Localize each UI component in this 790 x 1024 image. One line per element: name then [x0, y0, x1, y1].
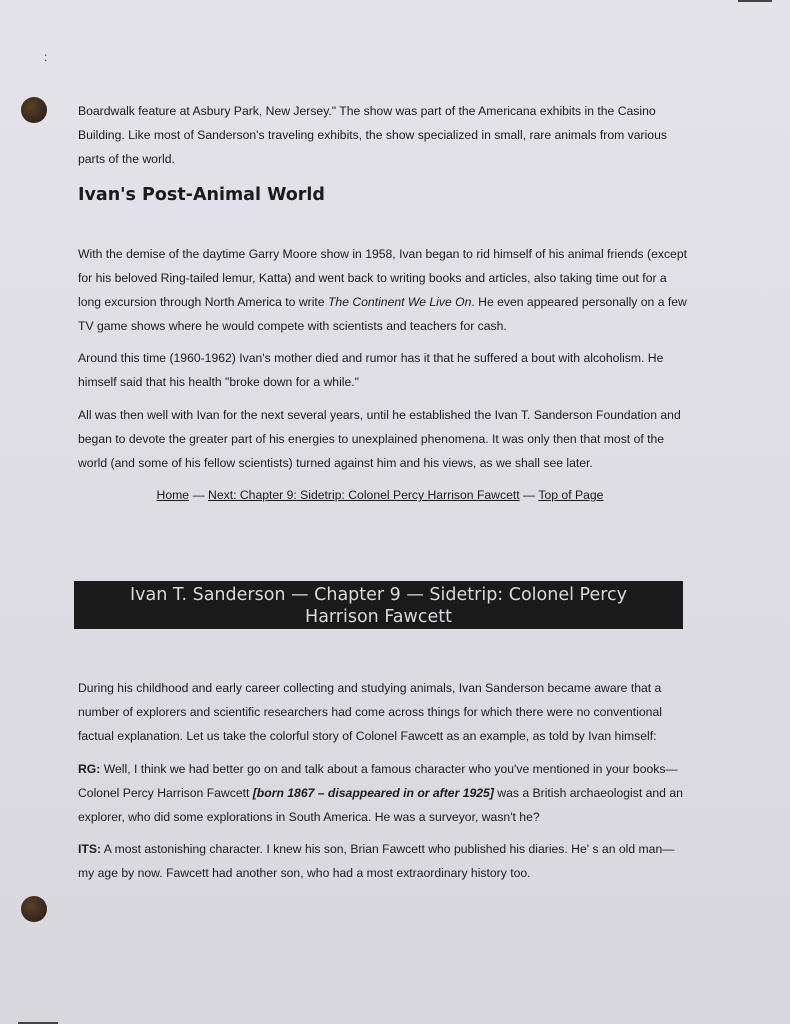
punch-hole-top: [21, 97, 47, 123]
paragraph-post-animal: [78, 242, 688, 338]
section-heading: Ivan's Post-Animal World: [78, 185, 325, 205]
book-title: The Continent We Live On: [327, 295, 472, 309]
p6-text-b: was a British archaeologist and an explorer, who did some explorations in South America. He was a surveyor, wasn't he?: [78, 786, 683, 824]
paragraph-boardwalk: Boardwalk feature at Asbury Park, New Jersey." The show was part of the Americana exhibits in the Casino Building. Like most of Sanderson's traveling exhibits, the show specialized in small, rare animals from various parts of the world.: [78, 104, 667, 166]
chapter-banner: [74, 581, 683, 629]
p2-text-a: With the demise of the daytime Garry Moore show in 1958, Ivan began to rid himself of his animal friends (except for his beloved Ring-tailed lemur, Katta) and went back to writing books and articles, also taking time out for a long excursion through North America to write: [78, 247, 687, 309]
next-chapter-link[interactable]: Next: Chapter 9: Sidetrip: Colonel Percy Harrison Fawcett: [208, 488, 520, 502]
p2-text-b: . He even appeared personally on a few TV game shows where he would compete with scientists and teachers for cash.: [78, 295, 687, 333]
nav-separator: —: [189, 488, 209, 502]
speaker-label: ITS:: [78, 842, 102, 856]
banner-line-1: Ivan T. Sanderson — Chapter 9 — Sidetrip: Colonel Percy: [129, 585, 628, 605]
speaker-label: RG:: [78, 762, 101, 776]
p6-text-a: Well, I think we had better go on and talk about a famous character who you've mentioned in your books—Colonel Percy Harrison Fawcett: [78, 762, 678, 800]
punch-hole-bottom: [21, 896, 47, 922]
paragraph-rg-question: [78, 757, 688, 829]
banner-line-2: Harrison Fawcett: [305, 607, 452, 627]
page-edge-mark: [738, 0, 772, 2]
paragraph-mother: Around this time (1960-1962) Ivan's mother died and rumor has it that he suffered a bout with alcoholism. He himself said that his health "broke down for a while.": [78, 351, 664, 389]
p7-text: A most astonishing character. I knew his son, Brian Fawcett who published his diaries. He' s an old man—my age by now. Fawcett had another son, who had a most extraordinary history too.: [78, 842, 675, 880]
top-of-page-link[interactable]: Top of Page: [538, 488, 604, 502]
date-note: [born 1867 – disappeared in or after 1925]: [252, 786, 494, 800]
paragraph-intro-fawcett: During his childhood and early career collecting and studying animals, Ivan Sanderson became aware that a number of explorers and scientific researchers had come across things for which there were no conventional factual explanation. Let us take the colorful story of Colonel Fawcett as an example, as told by Ivan himself:: [78, 681, 662, 743]
page-navigation: [0, 488, 760, 502]
scan-speck: :: [44, 50, 48, 64]
paragraph-its-answer: [78, 837, 688, 885]
home-link[interactable]: Home: [156, 488, 190, 502]
paragraph-foundation: All was then well with Ivan for the next several years, until he established the Ivan T. Sanderson Foundation and began to devote the greater part of his energies to unexplained phenomena. It was only then that most of the world (and some of his fellow scientists) turned against him and his views, as we shall see later.: [78, 408, 681, 470]
nav-separator: —: [519, 488, 539, 502]
